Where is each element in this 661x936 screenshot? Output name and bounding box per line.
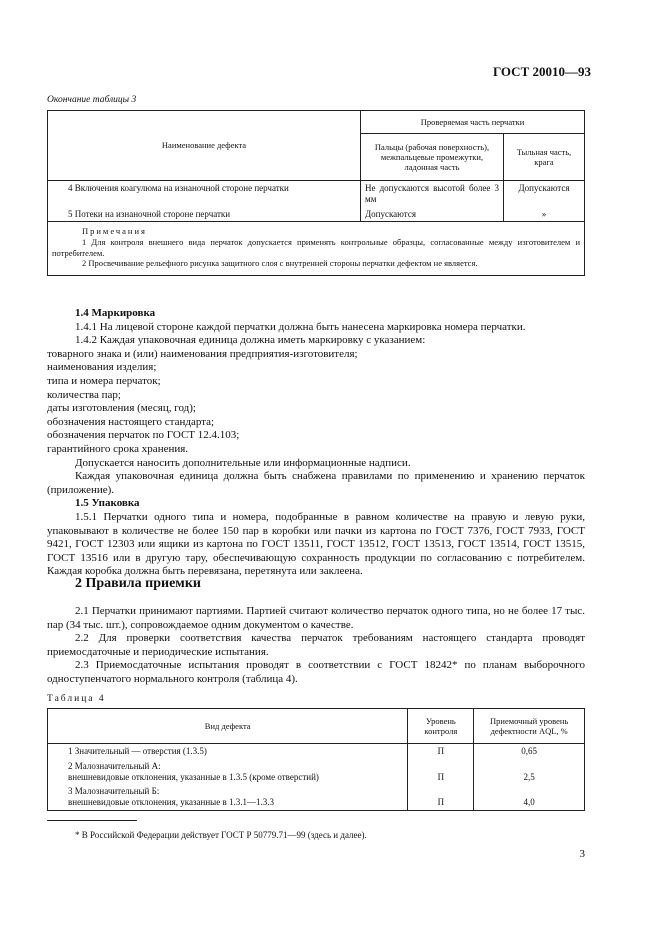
marking-item-1: товарного знака и (или) наименования предприятия-изготовителя; (47, 347, 358, 360)
para-1-4-2: 1.4.2 Каждая упаковочная единица должна иметь маркировку с указанием: (75, 334, 426, 347)
table-4 (47, 708, 585, 811)
table4-row2-line1: 2 Малозначительный А: (68, 760, 161, 771)
table4-row2-level: П (408, 759, 474, 785)
table4-row3-line2: внешневидовые отклонения, указанные в 1.3.1—1.3.3 (68, 797, 274, 808)
table3-col-fingers: Пальцы (рабочая поверхность), межпальцевые промежутки, ладонная часть (361, 134, 504, 181)
table3-col-back: Тыльная часть, крага (504, 134, 585, 181)
marking-item-7: обозначения перчаток по ГОСТ 12.4.103; (47, 429, 240, 442)
table-row (48, 784, 585, 810)
para-2-2: 2.2 Для проверки соответствия качества перчаток требованиям настоящего стандарта проводят приемосдаточные и периодические испытания. (47, 632, 585, 658)
table3-row1-name: 4 Включения коагулюма на изнаночной стороне перчатки (48, 181, 361, 207)
para-1-5-1-wrap (47, 511, 585, 579)
marking-item-5: даты изготовления (месяц, год); (47, 402, 196, 415)
table4-row1-level: П (408, 744, 474, 759)
table-3 (47, 110, 585, 276)
marking-item-3: типа и номера перчаток; (47, 374, 161, 387)
footnote: * В Российской Федерации действует ГОСТ Р 50779.71—99 (здесь и далее). (75, 830, 367, 840)
table3-row1-fingers: Не допускаются высотой более 3 мм (361, 181, 504, 207)
table3-row1-back: Допускаются (504, 181, 585, 207)
table4-row1-defect (48, 744, 408, 759)
para-extra-2: Каждая упаковочная единица должна быть снабжена правилами по применению и хранению перчаток (приложение). (47, 470, 585, 496)
para-extra-1: Допускается наносить дополнительные или информационные надписи. (75, 456, 411, 469)
para-2-3: 2.3 Приемосдаточные испытания проводят в соответствии с ГОСТ 18242* по планам выборочного одноступенчатого нормального контроля (таблица 4). (47, 659, 585, 685)
table4-row3-level: П (408, 784, 474, 810)
note-1: 1 Для контроля внешнего вида перчаток допускается применять контрольные образцы, согласованные между изготовителем и потребителем. (52, 237, 580, 258)
section-2-title: 2 Правила приемки (75, 576, 201, 591)
table4-col-defect: Вид дефекта (48, 709, 408, 744)
table4-row3-aql: 4,0 (474, 784, 585, 810)
table4-col-level: Уровень контроля (408, 709, 474, 744)
section-1-4 (47, 307, 585, 579)
table4-row2-line2: внешневидовые отклонения, указанные в 1.3.5 (кроме отверстий) (68, 771, 319, 782)
table4-row1-line1: 1 Значительный — отверстия (1.3.5) (68, 746, 207, 756)
table3-col-group: Проверяемая часть перчатки (361, 111, 585, 134)
para-1-5-1: 1.5.1 Перчатки одного типа и номера, подобранные в равном количестве на правую и левую руки, упаковывают в количестве не более 150 пар в коробки или пачки из картона по ГОСТ 7376, ГОСТ 7933, ГОСТ 9421, ГОСТ 12303 или ящики из картона по ГОСТ 13511, ГОСТ 13512, ГОСТ 13513, ГОСТ 13514, ГОСТ 13515, ГОСТ 13516 или в другую тару, обеспечивающую сохранность продукции по согласованию с потребителем. Каждая коробка должна быть перевязана, перетянута или заклеена. (47, 510, 585, 578)
table3-caption: Окончание таблицы 3 (47, 95, 137, 105)
section-1-4-title: 1.4 Маркировка (75, 307, 156, 319)
para-2-3-wrap (47, 659, 585, 686)
para-2-1-wrap (47, 605, 585, 632)
footnote-rule (47, 820, 137, 821)
notes-title: Примечания (82, 226, 147, 237)
table4-row3-line1: 3 Малозначительный Б: (68, 786, 160, 797)
table4-caption: Таблица 4 (47, 694, 106, 704)
table4-col-aql: Приемочный уровень дефектности AQL, % (474, 709, 585, 744)
para-1-4-1: 1.4.1 На лицевой стороне каждой перчатки должна быть нанесена маркировка номера перчатки. (75, 320, 526, 333)
table-row (48, 744, 585, 759)
para-2-2-wrap (47, 632, 585, 659)
table3-row2-back: » (504, 207, 585, 222)
table4-row1-aql: 0,65 (474, 744, 585, 759)
table-row (48, 181, 585, 207)
marking-item-6: обозначения настоящего стандарта; (47, 415, 215, 428)
marking-item-4: количества пар; (47, 388, 121, 401)
para-extra-2-wrap (47, 470, 585, 497)
marking-item-8: гарантийного срока хранения. (47, 442, 189, 455)
document-code: ГОСТ 20010—93 (492, 64, 591, 79)
section-1-5-title: 1.5 Упаковка (75, 497, 140, 510)
table-row (48, 759, 585, 785)
marking-item-2: наименования изделия; (47, 361, 157, 374)
note-2: 2 Просвечивание рельефного рисунка защитного слоя с внутренней стороны перчатки дефектом не является. (82, 258, 478, 269)
table3-row2-fingers: Допускаются (361, 207, 504, 222)
table3-row2-name: 5 Потеки на изнаночной стороне перчатки (48, 207, 361, 222)
table4-row2-aql: 2,5 (474, 759, 585, 785)
page-number: 3 (579, 848, 585, 860)
para-2-1: 2.1 Перчатки принимают партиями. Партией считают количество перчаток одного типа, но не более 17 тыс. пар (34 тыс. шт.), сопровождаемое одним документом о качестве. (47, 605, 585, 631)
table-row (48, 207, 585, 222)
table3-col-defect: Наименование дефекта (48, 111, 361, 181)
table4-row3-defect (48, 784, 408, 810)
table4-row2-defect (48, 759, 408, 785)
section-2 (47, 605, 585, 687)
table3-notes (48, 222, 585, 276)
